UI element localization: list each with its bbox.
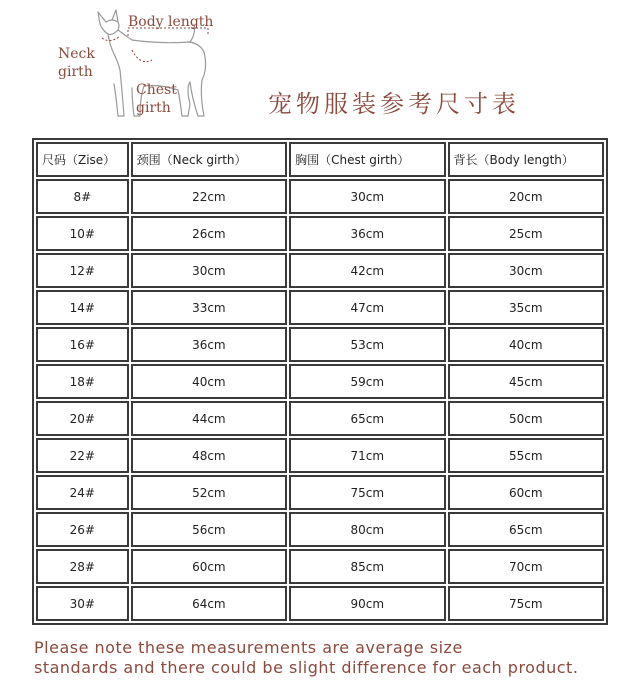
cell-neck: 33cm <box>131 290 287 325</box>
cell-chest: 47cm <box>289 290 445 325</box>
neck-girth-label-line2: girth <box>58 64 93 80</box>
cell-size: 14# <box>36 290 129 325</box>
cell-neck: 52cm <box>131 475 287 510</box>
cell-size: 30# <box>36 586 129 621</box>
cell-length: 45cm <box>448 364 604 399</box>
dog-measurement-diagram <box>40 0 240 130</box>
page-title: 宠物服装参考尺寸表 <box>268 90 520 118</box>
table-row <box>36 438 604 473</box>
cell-neck: 60cm <box>131 549 287 584</box>
disclaimer-line-2: standards and there could be slight difference for each product. <box>34 658 579 677</box>
table-row <box>36 401 604 436</box>
cell-length: 75cm <box>448 586 604 621</box>
cell-length: 20cm <box>448 179 604 214</box>
table-row <box>36 475 604 510</box>
cell-chest: 75cm <box>289 475 445 510</box>
measurement-disclaimer <box>34 638 614 678</box>
cell-neck: 44cm <box>131 401 287 436</box>
disclaimer-line-1: Please note these measurements are average size <box>34 638 463 657</box>
header-chest-girth: 胸围（Chest girth） <box>289 142 445 177</box>
cell-length: 35cm <box>448 290 604 325</box>
cell-neck: 36cm <box>131 327 287 362</box>
cell-size: 16# <box>36 327 129 362</box>
table-row <box>36 586 604 621</box>
cell-length: 30cm <box>448 253 604 288</box>
cell-length: 50cm <box>448 401 604 436</box>
table-row <box>36 253 604 288</box>
cell-length: 65cm <box>448 512 604 547</box>
cell-chest: 90cm <box>289 586 445 621</box>
table-row <box>36 512 604 547</box>
cell-size: 28# <box>36 549 129 584</box>
cell-neck: 22cm <box>131 179 287 214</box>
cell-length: 55cm <box>448 438 604 473</box>
cell-size: 8# <box>36 179 129 214</box>
cell-size: 20# <box>36 401 129 436</box>
table-row <box>36 179 604 214</box>
cell-neck: 40cm <box>131 364 287 399</box>
cell-size: 12# <box>36 253 129 288</box>
cell-size: 26# <box>36 512 129 547</box>
cell-chest: 53cm <box>289 327 445 362</box>
cell-chest: 30cm <box>289 179 445 214</box>
cell-chest: 80cm <box>289 512 445 547</box>
cell-chest: 36cm <box>289 216 445 251</box>
cell-size: 22# <box>36 438 129 473</box>
table-header-row <box>36 142 604 177</box>
cell-neck: 26cm <box>131 216 287 251</box>
cell-length: 25cm <box>448 216 604 251</box>
cell-length: 40cm <box>448 327 604 362</box>
cell-size: 10# <box>36 216 129 251</box>
table-row <box>36 364 604 399</box>
cell-chest: 59cm <box>289 364 445 399</box>
cell-chest: 85cm <box>289 549 445 584</box>
header-size: 尺码（Zise） <box>36 142 129 177</box>
table-row <box>36 216 604 251</box>
cell-length: 60cm <box>448 475 604 510</box>
table-row <box>36 327 604 362</box>
cell-neck: 56cm <box>131 512 287 547</box>
body-length-label: Body length <box>128 14 214 30</box>
cell-chest: 65cm <box>289 401 445 436</box>
cell-neck: 48cm <box>131 438 287 473</box>
cell-neck: 64cm <box>131 586 287 621</box>
table-row <box>36 290 604 325</box>
neck-girth-label-line1: Neck <box>58 46 95 62</box>
cell-chest: 42cm <box>289 253 445 288</box>
size-table <box>32 138 608 625</box>
cell-length: 70cm <box>448 549 604 584</box>
header-neck-girth: 颈围（Neck girth） <box>131 142 287 177</box>
chest-girth-label-line2: girth <box>136 100 171 116</box>
cell-neck: 30cm <box>131 253 287 288</box>
table-row <box>36 549 604 584</box>
cell-chest: 71cm <box>289 438 445 473</box>
header-body-length: 背长（Body length） <box>448 142 604 177</box>
chest-girth-label-line1: Chest <box>136 82 177 98</box>
cell-size: 24# <box>36 475 129 510</box>
cell-size: 18# <box>36 364 129 399</box>
